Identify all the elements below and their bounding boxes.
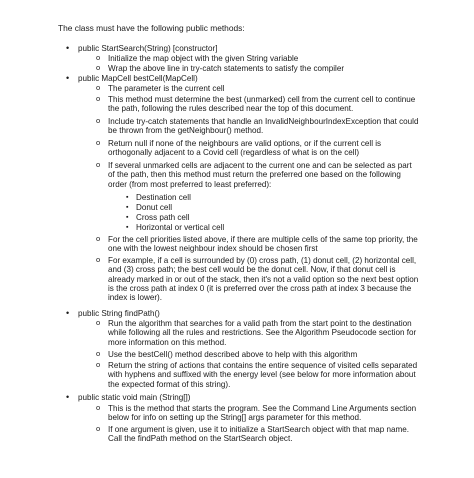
detail-text: Return the string of actions that contains the entire sequence of visited cells separated with hyphens and suffixed with the energy level (see below for more information about the expected format of this string). [108, 361, 418, 389]
priority-item [126, 223, 416, 232]
method-item [66, 308, 438, 318]
method-signature: public static void main (String[]) [78, 393, 191, 402]
circle-bullet-icon: o [96, 349, 101, 358]
detail-text: This method must determine the best (unmarked) cell from the current cell to continue the path, following the rules described near the top of this document. [108, 95, 416, 114]
bullet-icon: • [66, 43, 70, 53]
detail-item [96, 53, 420, 63]
priority-text: Cross path cell [136, 213, 190, 222]
circle-bullet-icon: o [96, 234, 101, 243]
priority-text: Donut cell [136, 203, 172, 212]
detail-item [96, 255, 420, 303]
priority-text: Destination cell [136, 193, 191, 202]
square-bullet-icon: ▪ [126, 214, 129, 221]
detail-text: Wrap the above line in try-catch statements to satisfy the compiler [108, 64, 345, 73]
detail-text: For example, if a cell is surrounded by (0) cross path, (1) donut cell, (2) horizontal cell, and (3) cross path; the best cell would be the donut cell. Now, if that donut cell is already marked in or out of the stack, then it's not a valid option so the next best option is the cross path at index 0 (it is preferred over the cross path at index 3 because the index is lower). [108, 256, 419, 303]
method-signature: public MapCell bestCell(MapCell) [78, 74, 198, 83]
method-item [66, 43, 438, 53]
detail-text: The parameter is the current cell [108, 84, 225, 93]
circle-bullet-icon: o [96, 318, 101, 327]
detail-text: If one argument is given, use it to initialize a StartSearch object with that map name. Call the findPath method on the StartSearch object. [108, 425, 409, 444]
method-signature: public String findPath() [78, 309, 160, 318]
detail-text: This is the method that starts the program. See the Command Line Arguments section below for info on setting up the String[] args parameter for this method. [108, 404, 417, 423]
detail-text: If several unmarked cells are adjacent to the current one and can be selected as part of the path, then this method must return the preferred one based on the following order (from most preferred to least preferred): [108, 161, 412, 189]
detail-item [96, 349, 420, 359]
circle-bullet-icon: o [96, 63, 101, 72]
detail-text: Use the bestCell() method described above to help with this algorithm [108, 350, 358, 359]
detail-text: Run the algorithm that searches for a valid path from the start point to the destination while following all the rules and restrictions. See the Algorithm Pseudocode section for more information on this method. [108, 319, 417, 347]
square-bullet-icon: ▪ [126, 204, 129, 211]
detail-item [96, 403, 420, 423]
circle-bullet-icon: o [96, 83, 101, 92]
intro-text: The class must have the following public methods: [58, 23, 245, 33]
detail-item [96, 424, 420, 444]
detail-item [96, 318, 420, 347]
method-item [66, 73, 438, 83]
priority-item [126, 203, 416, 212]
detail-item [96, 160, 420, 189]
bullet-icon: • [66, 308, 70, 318]
priority-item [126, 213, 416, 222]
priority-item [126, 193, 416, 202]
circle-bullet-icon: o [96, 160, 101, 169]
circle-bullet-icon: o [96, 94, 101, 103]
detail-item [96, 234, 420, 254]
detail-text: Return null if none of the neighbours are valid options, or if the current cell is orthogonally adjacent to a Covid cell (regardless of what is on the cell) [108, 139, 382, 158]
bullet-icon: • [66, 73, 70, 83]
bullet-icon: • [66, 392, 70, 402]
square-bullet-icon: ▪ [126, 194, 129, 201]
circle-bullet-icon: o [96, 53, 101, 62]
method-item [66, 392, 438, 402]
circle-bullet-icon: o [96, 138, 101, 147]
detail-text: Initialize the map object with the given String variable [108, 54, 299, 63]
method-signature: public StartSearch(String) [constructor] [78, 44, 218, 53]
circle-bullet-icon: o [96, 360, 101, 369]
circle-bullet-icon: o [96, 403, 101, 412]
detail-item [96, 138, 420, 158]
detail-item [96, 83, 420, 93]
detail-item [96, 360, 420, 389]
circle-bullet-icon: o [96, 255, 101, 264]
circle-bullet-icon: o [96, 116, 101, 125]
detail-item [96, 94, 420, 114]
circle-bullet-icon: o [96, 424, 101, 433]
detail-item [96, 116, 420, 136]
square-bullet-icon: ▪ [126, 224, 129, 231]
priority-text: Horizontal or vertical cell [136, 223, 225, 232]
detail-item [96, 63, 420, 73]
detail-text: For the cell priorities listed above, if there are multiple cells of the same top priority, the one with the lowest neighbour index should be chosen first [108, 235, 418, 254]
detail-text: Include try-catch statements that handle an InvalidNeighbourIndexException that could be thrown from the getNeighbour() method. [108, 117, 419, 136]
